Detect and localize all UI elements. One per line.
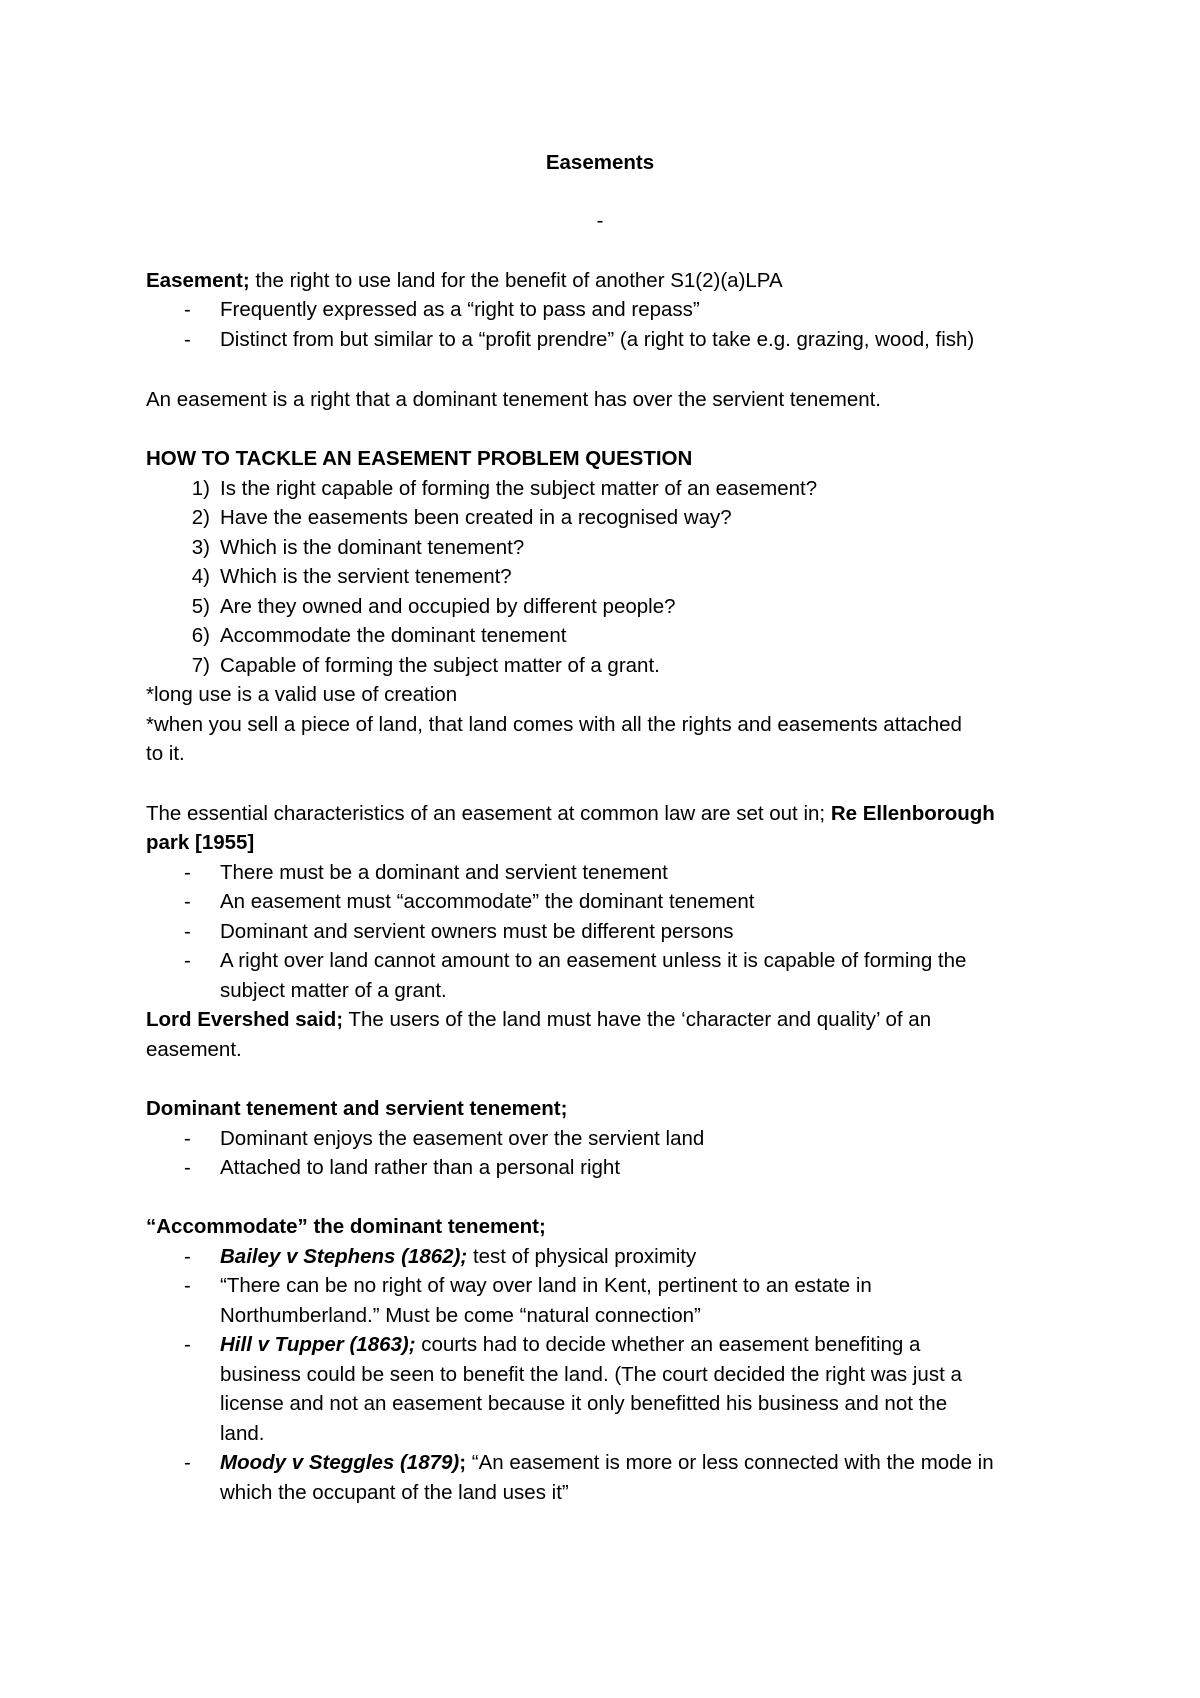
definition-text: the right to use land for the benefit of another S1(2)(a)LPA <box>249 269 783 292</box>
list-item <box>146 1330 920 1360</box>
title-separator: - <box>596 209 604 232</box>
list-item-text: A right over land cannot amount to an easement unless it is capable of forming the <box>220 949 967 972</box>
bullet-marker: - <box>184 920 191 943</box>
list-item-cont: Northumberland.” Must be come “natural connection” <box>220 1304 701 1327</box>
list-item <box>146 651 660 681</box>
list-item <box>146 1448 994 1478</box>
list-item-text: test of physical proximity <box>467 1245 697 1268</box>
list-item-text: courts had to decide whether an easement benefiting a <box>415 1333 921 1356</box>
note-sell-land: *when you sell a piece of land, that land comes with all the rights and easements attached <box>146 713 962 736</box>
list-item <box>146 1124 704 1154</box>
list-item-text: “An easement is more or less connected with the mode in <box>466 1451 994 1474</box>
list-item <box>146 917 734 947</box>
list-item-text: There must be a dominant and servient tenement <box>220 861 668 884</box>
ellenborough-case-cont <box>146 828 254 858</box>
case-name: Bailey v Stephens (1862); <box>220 1245 468 1268</box>
heading-text: Dominant tenement and servient tenement; <box>146 1097 568 1120</box>
list-item <box>146 503 732 533</box>
list-item-cont: subject matter of a grant. <box>220 979 447 1002</box>
list-item <box>146 562 512 592</box>
evershed-text: The users of the land must have the ‘character and quality’ of an <box>343 1008 932 1031</box>
list-item-text: Distinct from but similar to a “profit prendre” (a right to take e.g. grazing, wood, fish) <box>220 328 975 351</box>
list-item-cont: land. <box>220 1422 265 1445</box>
step-text: Is the right capable of forming the subject matter of an easement? <box>220 477 818 500</box>
step-number: 1) <box>191 477 210 500</box>
heading-text: “Accommodate” the dominant tenement; <box>146 1215 546 1238</box>
step-text: Are they owned and occupied by different people? <box>220 595 676 618</box>
bullet-marker: - <box>184 861 191 884</box>
ellenborough-intro <box>146 799 995 829</box>
list-item <box>146 621 566 651</box>
list-item <box>146 946 966 976</box>
step-number: 7) <box>191 654 210 677</box>
list-item-text: An easement must “accommodate” the dominant tenement <box>220 890 755 913</box>
case-name: park [1955] <box>146 831 255 854</box>
list-item <box>146 592 676 622</box>
list-item <box>146 325 974 355</box>
bullet-marker: - <box>184 949 191 972</box>
case-name: Re Ellenborough <box>830 802 995 825</box>
list-item-cont: business could be seen to benefit the land. (The court decided the right was just a <box>220 1363 962 1386</box>
list-item-text: Frequently expressed as a “right to pass and repass” <box>220 298 700 321</box>
note-sell-land-cont: to it. <box>146 742 185 765</box>
step-text: Have the easements been created in a recognised way? <box>220 506 732 529</box>
step-number: 3) <box>191 536 210 559</box>
evershed-quote-cont: easement. <box>146 1038 242 1061</box>
list-item <box>146 858 668 888</box>
how-to-heading <box>146 444 692 474</box>
case-name: Moody v Steggles (1879) <box>220 1451 460 1474</box>
judge-name: Lord Evershed said; <box>146 1008 344 1031</box>
list-item-text: Dominant and servient owners must be different persons <box>220 920 734 943</box>
step-number: 4) <box>191 565 210 588</box>
bullet-marker: - <box>184 298 191 321</box>
semicolon: ; <box>459 1451 467 1474</box>
evershed-quote <box>146 1005 931 1035</box>
bullet-marker: - <box>184 1333 191 1356</box>
step-text: Capable of forming the subject matter of a grant. <box>220 654 660 677</box>
bullet-marker: - <box>184 328 191 351</box>
bullet-marker: - <box>184 1274 191 1297</box>
page-title: Easements <box>545 151 655 174</box>
step-text: Which is the dominant tenement? <box>220 536 525 559</box>
bullet-marker: - <box>184 890 191 913</box>
dominant-sentence: An easement is a right that a dominant tenement has over the servient tenement. <box>146 388 882 411</box>
dominant-servient-heading <box>146 1094 567 1124</box>
list-item-text: Dominant enjoys the easement over the servient land <box>220 1127 705 1150</box>
step-number: 2) <box>191 506 210 529</box>
list-item <box>146 1153 620 1183</box>
step-number: 5) <box>191 595 210 618</box>
step-text: Accommodate the dominant tenement <box>220 624 567 647</box>
bullet-marker: - <box>184 1451 191 1474</box>
list-item <box>146 295 700 325</box>
bullet-marker: - <box>184 1245 191 1268</box>
note-long-use: *long use is a valid use of creation <box>146 683 458 706</box>
list-item <box>146 1242 696 1272</box>
ellenborough-intro-text: The essential characteristics of an easement at common law are set out in; <box>146 802 831 825</box>
list-item-cont: which the occupant of the land uses it” <box>220 1481 569 1504</box>
bullet-marker: - <box>184 1156 191 1179</box>
list-item <box>146 533 524 563</box>
case-name: Hill v Tupper (1863); <box>220 1333 416 1356</box>
list-item <box>146 1271 872 1301</box>
list-item-text: “There can be no right of way over land in Kent, pertinent to an estate in <box>220 1274 872 1297</box>
list-item <box>146 474 817 504</box>
bullet-marker: - <box>184 1127 191 1150</box>
definition-term: Easement; <box>146 269 250 292</box>
how-to-heading-text: HOW TO TACKLE AN EASEMENT PROBLEM QUESTION <box>146 447 693 470</box>
accommodate-heading <box>146 1212 546 1242</box>
list-item-text: Attached to land rather than a personal right <box>220 1156 621 1179</box>
list-item-cont: license and not an easement because it only benefitted his business and not the <box>220 1392 948 1415</box>
definition-line <box>146 266 783 296</box>
list-item <box>146 887 754 917</box>
step-text: Which is the servient tenement? <box>220 565 512 588</box>
step-number: 6) <box>191 624 210 647</box>
